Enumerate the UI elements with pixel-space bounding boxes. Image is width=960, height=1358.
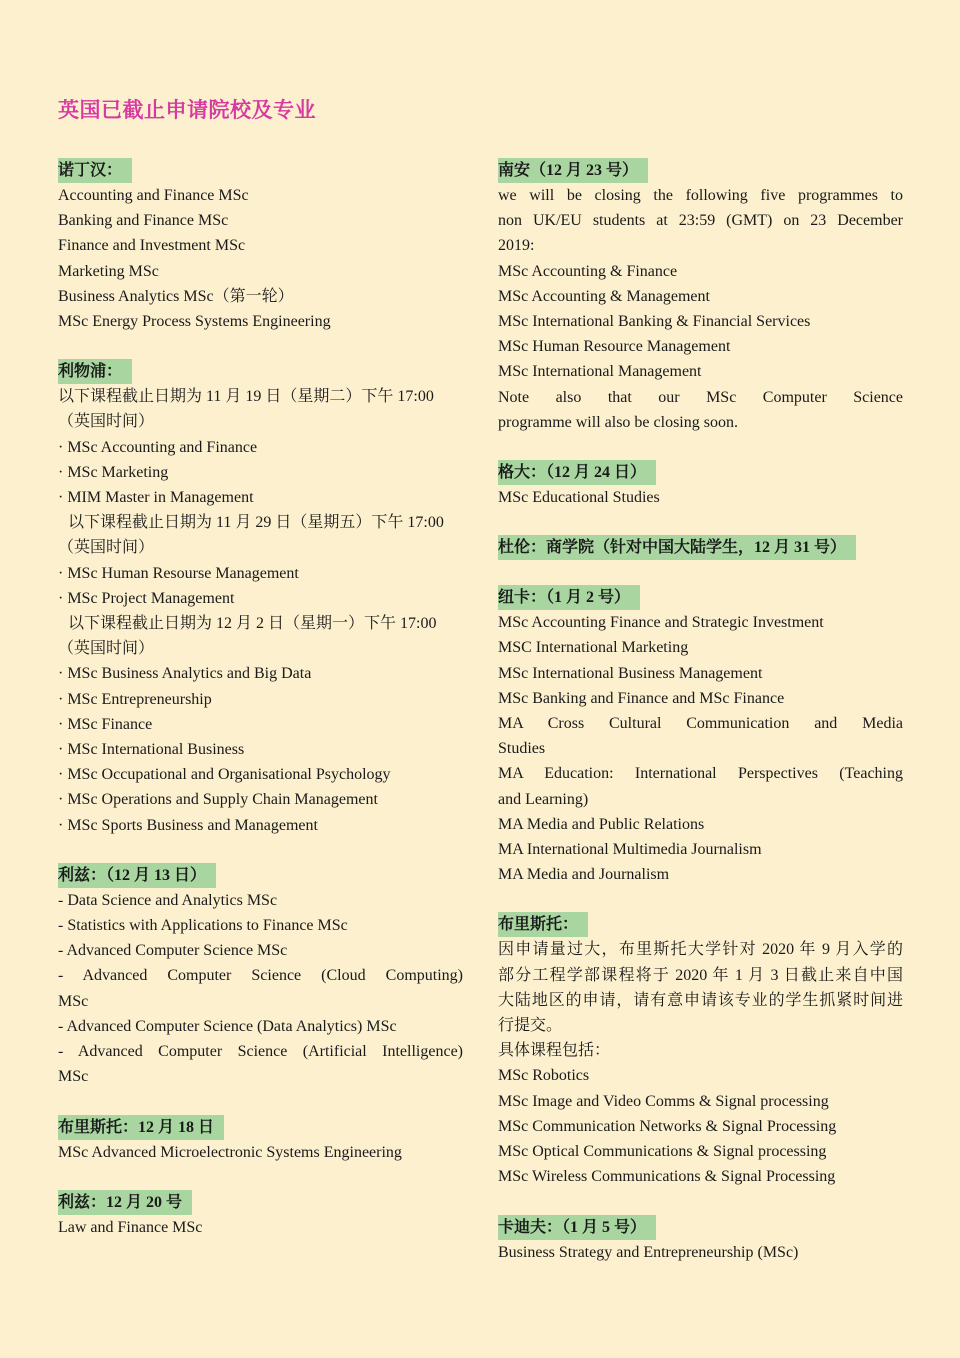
section-heading: 利物浦： — [58, 359, 132, 384]
program-line: MSc Accounting & Management — [498, 287, 710, 305]
program-line: MSc Banking and Finance and MSc Finance — [498, 689, 785, 707]
program-line: non UK/EU students at 23:59 (GMT) on 23 December — [498, 212, 903, 230]
program-line: MSc Robotics — [498, 1067, 590, 1085]
program-line: · MSc Operations and Supply Chain Management — [58, 791, 378, 809]
program-line: - Advanced Computer Science (Data Analytics) MSc — [58, 1017, 397, 1035]
program-line: Finance and Investment MSc — [58, 237, 246, 255]
program-line: MSc Accounting Finance and Strategic Investment — [498, 614, 824, 632]
program-line: MSc Advanced Microelectronic Systems Engineering — [58, 1143, 402, 1161]
program-line: MSc Wireless Communications & Signal Processing — [498, 1168, 836, 1186]
program-line: Studies — [498, 740, 546, 758]
program-line: MSc Optical Communications & Signal processing — [498, 1143, 827, 1161]
section-heading: 纽卡：（1 月 2 号） — [498, 585, 640, 610]
program-line: 2019: — [498, 237, 535, 255]
program-line: MSc — [58, 992, 89, 1010]
section-heading: 卡迪夫：（1 月 5 号） — [498, 1215, 656, 1240]
section-heading: 南安（12 月 23 号） — [498, 158, 648, 183]
left-column — [58, 158, 463, 1265]
program-line: 具体课程包括： — [498, 1042, 611, 1060]
program-line: MSc Human Resource Management — [498, 338, 731, 356]
program-line: programme will also be closing soon. — [498, 413, 738, 431]
program-line: · MSc Occupational and Organisational Psychology — [58, 766, 391, 784]
section-heading: 利兹：（12 月 13 日） — [58, 863, 216, 888]
program-line: 行提交。 — [498, 1017, 563, 1035]
right-section — [498, 585, 903, 887]
program-line: 以下课程截止日期为 12 月 2 日（星期一）下午 17:00 — [68, 615, 437, 633]
program-line: - Advanced Computer Science (Artificial Intelligence) — [58, 1043, 463, 1061]
program-line: 部分工程学部课程将于 2020 年 1 月 3 日截止来自中国 — [498, 966, 903, 984]
program-line: MSc — [58, 1068, 89, 1086]
section-heading: 诺丁汉： — [58, 158, 132, 183]
program-line: MSc International Banking & Financial Services — [498, 313, 811, 331]
program-line: MSc Educational Studies — [498, 489, 660, 507]
program-line: and Learning) — [498, 790, 589, 808]
program-line: MSc Energy Process Systems Engineering — [58, 313, 331, 331]
right-section — [498, 535, 903, 560]
program-line: · MSc Business Analytics and Big Data — [58, 665, 312, 683]
section-heading: 布里斯托： — [498, 912, 588, 937]
program-line: · MSc Project Management — [58, 589, 235, 607]
program-line: Banking and Finance MSc — [58, 212, 229, 230]
program-line: · MIM Master in Management — [58, 489, 254, 507]
program-line: （英国时间） — [58, 413, 155, 431]
program-line: · MSc Entrepreneurship — [58, 690, 212, 708]
program-line: · MSc Human Resourse Management — [58, 564, 299, 582]
program-line: · MSc International Business — [58, 741, 245, 759]
program-line: 因申请量过大，布里斯托大学针对 2020 年 9 月入学的 — [498, 941, 903, 959]
program-line: - Advanced Computer Science (Cloud Computing) — [58, 967, 463, 985]
left-section — [58, 1115, 463, 1165]
program-line: Note also that our MSc Computer Science — [498, 388, 903, 406]
program-line: （英国时间） — [58, 539, 155, 557]
program-line: MA Media and Journalism — [498, 866, 670, 884]
right-section — [498, 912, 903, 1189]
program-line: · MSc Marketing — [58, 463, 169, 481]
program-line: MSc Accounting & Finance — [498, 262, 678, 280]
left-section — [58, 158, 463, 334]
program-line: MSc International Management — [498, 363, 702, 381]
program-line: MSc International Business Management — [498, 664, 763, 682]
program-line: MA International Multimedia Journalism — [498, 841, 762, 859]
program-line: MSc Image and Video Comms & Signal processing — [498, 1092, 829, 1110]
program-line: Accounting and Finance MSc — [58, 187, 249, 204]
program-line: MSC International Marketing — [498, 639, 689, 657]
program-line: · MSc Finance — [58, 715, 153, 733]
program-line: Marketing MSc — [58, 262, 159, 280]
program-line: · MSc Accounting and Finance — [58, 438, 258, 456]
program-line: Business Analytics MSc（第一轮） — [58, 287, 294, 305]
program-line: MA Media and Public Relations — [498, 815, 705, 833]
program-line: Business Strategy and Entrepreneurship (MSc) — [498, 1243, 799, 1261]
left-section — [58, 863, 463, 1090]
left-section — [58, 1190, 463, 1240]
program-line: - Statistics with Applications to Finance MSc — [58, 917, 348, 935]
program-line: （英国时间） — [58, 640, 155, 658]
program-line: MA Education: International Perspectives (Teaching — [498, 765, 903, 783]
program-line: 大陆地区的申请，请有意申请该专业的学生抓紧时间进 — [498, 991, 903, 1009]
page-title: 英国已截止申请院校及专业 — [58, 98, 316, 122]
program-line: · MSc Sports Business and Management — [58, 816, 318, 834]
section-heading: 布里斯托：12 月 18 日 — [58, 1115, 224, 1140]
program-line: 以下课程截止日期为 11 月 29 日（星期五）下午 17:00 — [68, 514, 444, 532]
program-line: we will be closing the following five programmes to — [498, 187, 903, 204]
program-line: - Advanced Computer Science MSc — [58, 942, 288, 960]
section-heading: 杜伦：商学院（针对中国大陆学生，12 月 31 号） — [498, 535, 856, 560]
left-section — [58, 359, 463, 838]
program-line: - Data Science and Analytics MSc — [58, 891, 278, 909]
program-line: MSc Communication Networks & Signal Processing — [498, 1117, 837, 1135]
section-heading: 利兹：12 月 20 号 — [58, 1190, 192, 1215]
right-section — [498, 158, 903, 435]
program-line: MA Cross Cultural Communication and Media — [498, 715, 903, 733]
right-column — [498, 158, 903, 1290]
program-line: 以下课程截止日期为 11 月 19 日（星期二）下午 17:00 — [58, 388, 434, 406]
right-section — [498, 460, 903, 510]
right-section — [498, 1215, 903, 1265]
program-line: Law and Finance MSc — [58, 1218, 203, 1236]
section-heading: 格大：（12 月 24 日） — [498, 460, 656, 485]
